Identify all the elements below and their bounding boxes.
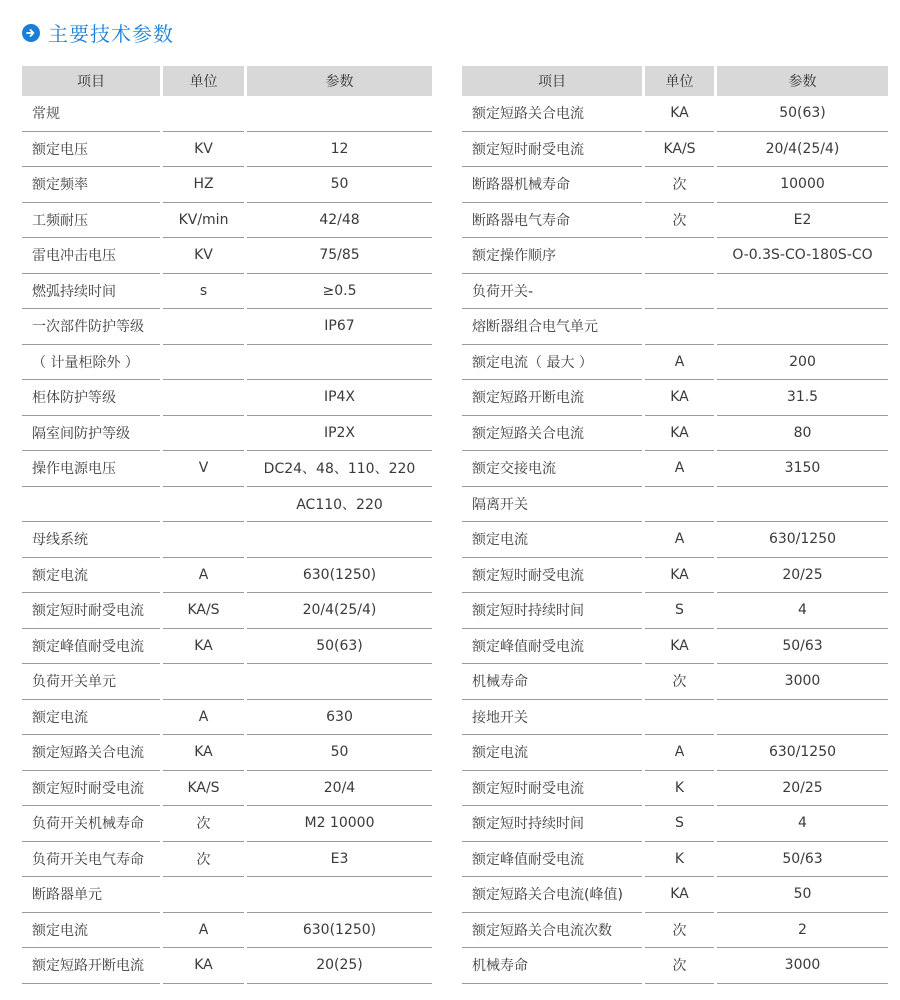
row-value: 3150 bbox=[717, 451, 888, 487]
row-value: 50(63) bbox=[247, 629, 432, 665]
table-row bbox=[462, 593, 888, 629]
row-value bbox=[247, 877, 432, 913]
table-row bbox=[22, 593, 432, 629]
table-row bbox=[462, 806, 888, 842]
row-item-label: 额定交接电流 bbox=[462, 451, 642, 487]
table-row bbox=[22, 274, 432, 310]
row-value bbox=[717, 487, 888, 523]
row-value: 80 bbox=[717, 416, 888, 452]
row-item-label: 负荷开关机械寿命 bbox=[22, 806, 160, 842]
header-param: 参数 bbox=[247, 66, 432, 96]
row-value: 3000 bbox=[717, 664, 888, 700]
table-row bbox=[462, 416, 888, 452]
table-row bbox=[462, 558, 888, 594]
table-row bbox=[22, 309, 432, 345]
row-item-label: 额定电流 bbox=[22, 913, 160, 949]
row-value: 630(1250) bbox=[247, 913, 432, 949]
row-item-label: 机械寿命 bbox=[462, 664, 642, 700]
row-value: 20/4 bbox=[247, 771, 432, 807]
table-row bbox=[22, 522, 432, 558]
row-unit: 次 bbox=[163, 842, 244, 878]
row-item-label: 额定电流 bbox=[22, 700, 160, 736]
row-item-label: 燃弧持续时间 bbox=[22, 274, 160, 310]
row-unit: KA/S bbox=[645, 132, 714, 168]
row-unit: A bbox=[645, 451, 714, 487]
table-row bbox=[22, 700, 432, 736]
row-unit: KA/S bbox=[163, 593, 244, 629]
row-unit bbox=[645, 309, 714, 345]
row-value bbox=[717, 274, 888, 310]
page-title: 主要技术参数 bbox=[48, 22, 174, 46]
row-unit bbox=[645, 700, 714, 736]
row-item-label: 额定电流（ 最大 ） bbox=[462, 345, 642, 381]
row-unit: KV bbox=[163, 238, 244, 274]
row-value: 20(25) bbox=[247, 948, 432, 984]
table-row bbox=[22, 558, 432, 594]
row-unit: S bbox=[645, 593, 714, 629]
table-row bbox=[462, 735, 888, 771]
table-row bbox=[22, 948, 432, 984]
row-item-label: 额定电流 bbox=[22, 558, 160, 594]
row-value: 50(63) bbox=[717, 96, 888, 132]
row-item-label: 额定电压 bbox=[22, 132, 160, 168]
row-value: 50/63 bbox=[717, 842, 888, 878]
table-row bbox=[462, 96, 888, 132]
table-row bbox=[462, 700, 888, 736]
row-unit: KA bbox=[645, 877, 714, 913]
row-item-label: 额定电流 bbox=[462, 522, 642, 558]
row-value: O-0.3S-CO-180S-CO bbox=[717, 238, 888, 274]
row-unit: A bbox=[645, 345, 714, 381]
row-value: M2 10000 bbox=[247, 806, 432, 842]
row-item-label: 隔室间防护等级 bbox=[22, 416, 160, 452]
row-item-label: 额定短路开断电流 bbox=[462, 380, 642, 416]
row-unit: A bbox=[163, 913, 244, 949]
table-row bbox=[22, 167, 432, 203]
row-item-label: 额定峰值耐受电流 bbox=[22, 629, 160, 665]
row-value: 50 bbox=[247, 167, 432, 203]
row-unit: KA bbox=[163, 948, 244, 984]
table-row bbox=[22, 877, 432, 913]
table-row bbox=[462, 877, 888, 913]
row-item-label: （ 计量柜除外 ） bbox=[22, 345, 160, 381]
row-value: 20/4(25/4) bbox=[247, 593, 432, 629]
table-row bbox=[22, 132, 432, 168]
row-unit: S bbox=[645, 806, 714, 842]
row-item-label: 雷电冲击电压 bbox=[22, 238, 160, 274]
table-row bbox=[22, 96, 432, 132]
row-item-label: 柜体防护等级 bbox=[22, 380, 160, 416]
row-value: 10000 bbox=[717, 167, 888, 203]
row-value: 630/1250 bbox=[717, 522, 888, 558]
table-row bbox=[22, 629, 432, 665]
row-unit bbox=[163, 664, 244, 700]
row-item-label: 额定短时耐受电流 bbox=[22, 771, 160, 807]
row-unit bbox=[163, 96, 244, 132]
table-row bbox=[22, 238, 432, 274]
row-value: 12 bbox=[247, 132, 432, 168]
row-value bbox=[247, 96, 432, 132]
row-item-label: 额定短路开断电流 bbox=[22, 948, 160, 984]
row-item-label: 一次部件防护等级 bbox=[22, 309, 160, 345]
row-value: IP67 bbox=[247, 309, 432, 345]
row-value: 630 bbox=[247, 700, 432, 736]
row-unit: A bbox=[645, 735, 714, 771]
row-item-label: 额定操作顺序 bbox=[462, 238, 642, 274]
header-unit: 单位 bbox=[163, 66, 244, 96]
table-row bbox=[22, 487, 432, 523]
row-item-label: 额定电流 bbox=[462, 735, 642, 771]
header-unit: 单位 bbox=[645, 66, 714, 96]
row-unit: HZ bbox=[163, 167, 244, 203]
row-item-label: 接地开关 bbox=[462, 700, 642, 736]
row-value: 4 bbox=[717, 806, 888, 842]
row-unit: A bbox=[163, 558, 244, 594]
table-row bbox=[22, 345, 432, 381]
table-row bbox=[462, 203, 888, 239]
row-unit: KA bbox=[163, 735, 244, 771]
table-row bbox=[462, 948, 888, 984]
row-item-label: 额定频率 bbox=[22, 167, 160, 203]
row-value bbox=[247, 345, 432, 381]
row-unit: 次 bbox=[645, 167, 714, 203]
table-row bbox=[22, 806, 432, 842]
row-unit bbox=[163, 345, 244, 381]
row-value: 4 bbox=[717, 593, 888, 629]
row-value: ≥0.5 bbox=[247, 274, 432, 310]
row-unit: KA bbox=[645, 380, 714, 416]
row-item-label: 断路器机械寿命 bbox=[462, 167, 642, 203]
row-item-label: 额定短时持续时间 bbox=[462, 593, 642, 629]
row-item-label: 隔离开关 bbox=[462, 487, 642, 523]
row-value: 50 bbox=[717, 877, 888, 913]
row-value: 3000 bbox=[717, 948, 888, 984]
table-row bbox=[462, 238, 888, 274]
table-row bbox=[462, 451, 888, 487]
row-item-label: 断路器单元 bbox=[22, 877, 160, 913]
row-unit: V bbox=[163, 451, 244, 487]
table-row bbox=[22, 203, 432, 239]
row-value bbox=[247, 664, 432, 700]
table-row bbox=[462, 167, 888, 203]
row-item-label: 操作电源电压 bbox=[22, 451, 160, 487]
row-unit: K bbox=[645, 771, 714, 807]
row-value: 20/4(25/4) bbox=[717, 132, 888, 168]
row-item-label: 额定短路关合电流 bbox=[22, 735, 160, 771]
row-unit: KA bbox=[645, 558, 714, 594]
row-unit: K bbox=[645, 842, 714, 878]
row-item-label: 负荷开关电气寿命 bbox=[22, 842, 160, 878]
row-unit: 次 bbox=[163, 806, 244, 842]
row-unit bbox=[645, 487, 714, 523]
row-value: 20/25 bbox=[717, 558, 888, 594]
row-item-label: 额定短时耐受电流 bbox=[462, 558, 642, 594]
header-item: 项目 bbox=[462, 66, 642, 96]
row-unit: A bbox=[163, 700, 244, 736]
row-item-label: 额定短时耐受电流 bbox=[462, 132, 642, 168]
row-unit bbox=[163, 522, 244, 558]
table-row bbox=[22, 451, 432, 487]
row-unit: KA bbox=[645, 629, 714, 665]
table-row bbox=[462, 771, 888, 807]
row-unit bbox=[163, 309, 244, 345]
row-item-label bbox=[22, 487, 160, 523]
row-value: AC110、220 bbox=[247, 487, 432, 523]
row-value: DC24、48、110、220 bbox=[247, 451, 432, 487]
table-row bbox=[22, 380, 432, 416]
row-unit bbox=[163, 877, 244, 913]
row-value: E2 bbox=[717, 203, 888, 239]
row-item-label: 额定峰值耐受电流 bbox=[462, 842, 642, 878]
section-title bbox=[22, 18, 174, 47]
row-item-label: 负荷开关- bbox=[462, 274, 642, 310]
row-value: 50 bbox=[247, 735, 432, 771]
row-item-label: 额定短路关合电流次数 bbox=[462, 913, 642, 949]
row-unit bbox=[163, 487, 244, 523]
row-item-label: 额定短时耐受电流 bbox=[22, 593, 160, 629]
row-value: 200 bbox=[717, 345, 888, 381]
row-unit: KV bbox=[163, 132, 244, 168]
spec-table-right bbox=[462, 66, 888, 984]
row-item-label: 熔断器组合电气单元 bbox=[462, 309, 642, 345]
table-row bbox=[462, 309, 888, 345]
row-value: 31.5 bbox=[717, 380, 888, 416]
row-unit bbox=[163, 380, 244, 416]
table-row bbox=[462, 345, 888, 381]
row-item-label: 母线系统 bbox=[22, 522, 160, 558]
row-item-label: 工频耐压 bbox=[22, 203, 160, 239]
row-unit bbox=[645, 274, 714, 310]
row-item-label: 额定峰值耐受电流 bbox=[462, 629, 642, 665]
row-value: 2 bbox=[717, 913, 888, 949]
table-row bbox=[22, 416, 432, 452]
row-item-label: 额定短路关合电流(峰值) bbox=[462, 877, 642, 913]
row-item-label: 额定短时耐受电流 bbox=[462, 771, 642, 807]
row-value: 50/63 bbox=[717, 629, 888, 665]
row-value bbox=[247, 522, 432, 558]
table-row bbox=[462, 664, 888, 700]
table-row bbox=[462, 629, 888, 665]
table-row bbox=[22, 913, 432, 949]
table-row bbox=[462, 913, 888, 949]
row-unit: KV/min bbox=[163, 203, 244, 239]
row-value: 42/48 bbox=[247, 203, 432, 239]
table-row bbox=[462, 132, 888, 168]
row-unit: KA bbox=[645, 416, 714, 452]
row-value: 20/25 bbox=[717, 771, 888, 807]
row-value: E3 bbox=[247, 842, 432, 878]
row-value: 630/1250 bbox=[717, 735, 888, 771]
row-unit: A bbox=[645, 522, 714, 558]
table-row bbox=[462, 842, 888, 878]
row-unit: 次 bbox=[645, 664, 714, 700]
table-row bbox=[462, 487, 888, 523]
row-value bbox=[717, 700, 888, 736]
row-item-label: 额定短路关合电流 bbox=[462, 96, 642, 132]
header-param: 参数 bbox=[717, 66, 888, 96]
table-row bbox=[462, 380, 888, 416]
row-item-label: 断路器电气寿命 bbox=[462, 203, 642, 239]
table-row bbox=[22, 771, 432, 807]
table-row bbox=[22, 735, 432, 771]
row-item-label: 额定短时持续时间 bbox=[462, 806, 642, 842]
table-row bbox=[462, 274, 888, 310]
row-value: IP2X bbox=[247, 416, 432, 452]
row-unit: s bbox=[163, 274, 244, 310]
table-header bbox=[462, 66, 888, 96]
table-row bbox=[22, 664, 432, 700]
row-unit: KA bbox=[163, 629, 244, 665]
row-item-label: 常规 bbox=[22, 96, 160, 132]
row-unit: KA bbox=[645, 96, 714, 132]
row-unit bbox=[163, 416, 244, 452]
row-item-label: 机械寿命 bbox=[462, 948, 642, 984]
row-value bbox=[717, 309, 888, 345]
row-item-label: 额定短路关合电流 bbox=[462, 416, 642, 452]
row-unit: 次 bbox=[645, 203, 714, 239]
row-value: 630(1250) bbox=[247, 558, 432, 594]
header-item: 项目 bbox=[22, 66, 160, 96]
table-header bbox=[22, 66, 432, 96]
row-unit: 次 bbox=[645, 948, 714, 984]
row-item-label: 负荷开关单元 bbox=[22, 664, 160, 700]
table-row bbox=[462, 522, 888, 558]
row-unit: KA/S bbox=[163, 771, 244, 807]
row-unit bbox=[645, 238, 714, 274]
spec-table-left bbox=[22, 66, 432, 984]
arrow-right-circle-icon bbox=[22, 24, 40, 42]
row-value: 75/85 bbox=[247, 238, 432, 274]
row-unit: 次 bbox=[645, 913, 714, 949]
row-value: IP4X bbox=[247, 380, 432, 416]
table-row bbox=[22, 842, 432, 878]
